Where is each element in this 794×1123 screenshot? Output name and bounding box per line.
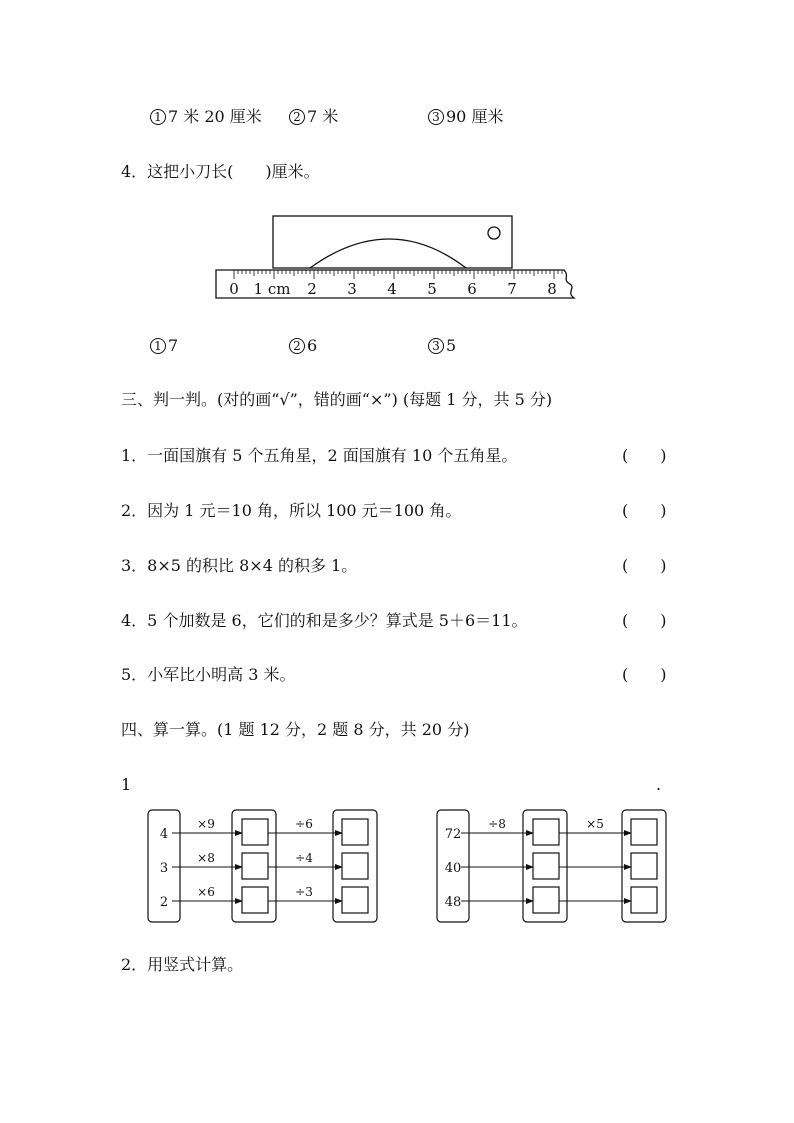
ruler-label-1: 1 cm (253, 280, 291, 298)
answer-box (242, 819, 268, 845)
right-op2: ×5 (586, 817, 604, 831)
q3-option-1 (150, 107, 262, 127)
option-text: 5 (446, 336, 457, 355)
right-input-1: 72 (444, 827, 462, 842)
q4-text: 4．这把小刀长( )厘米。 (121, 162, 320, 181)
q3-option-2 (289, 107, 338, 127)
ruler-label-3: 3 (347, 280, 357, 298)
answer-paren-1[interactable]: ( ) (622, 446, 667, 465)
judge-item-3: 3．8×5 的积比 8×4 的积多 1。 (121, 556, 358, 575)
left-op1-2: ×8 (197, 851, 215, 865)
judge-item-1: 1．一面国旗有 5 个五角星，2 面国旗有 10 个五角星。 (121, 446, 518, 465)
calc-diagrams (140, 800, 680, 930)
option-number: 1 (150, 109, 166, 125)
answer-box (242, 853, 268, 879)
ruler-label-2: 2 (307, 280, 317, 298)
left-op1-1: ×9 (197, 817, 215, 831)
ruler-label-7: 7 (507, 280, 517, 298)
option-number: 3 (428, 109, 444, 125)
ruler-labels (229, 280, 557, 298)
option-text: 6 (307, 336, 318, 355)
section3-heading: 三、判一判。(对的画“√”，错的画“×”) (每题 1 分，共 5 分) (121, 390, 553, 409)
left-input-3: 2 (159, 895, 169, 910)
answer-box (631, 819, 657, 845)
option-text: 7 米 (307, 107, 339, 126)
answer-box (533, 819, 559, 845)
left-input-1: 4 (159, 827, 169, 842)
option-number: 2 (289, 338, 305, 354)
judge-item-2: 2．因为 1 元＝10 角，所以 100 元＝100 角。 (121, 501, 462, 520)
q3-option-3 (428, 107, 503, 127)
answer-paren-4[interactable]: ( ) (622, 611, 667, 630)
answer-box (533, 887, 559, 913)
option-number: 1 (150, 338, 166, 354)
q4-option-3 (428, 336, 456, 356)
answer-paren-3[interactable]: ( ) (622, 556, 667, 575)
section4-heading: 四、算一算。(1 题 12 分，2 题 8 分，共 20 分) (121, 720, 470, 739)
right-input-3: 48 (444, 895, 462, 910)
option-text: 7 (168, 336, 179, 355)
left-op2-2: ÷4 (295, 851, 313, 865)
knife-hole (488, 227, 500, 239)
judge-item-5: 5．小军比小明高 3 米。 (121, 665, 296, 684)
knife-body (273, 216, 512, 268)
ruler-label-0: 0 (229, 280, 239, 298)
left-op2-1: ÷6 (295, 817, 313, 831)
right-diagram (437, 810, 666, 922)
right-op1: ÷8 (488, 817, 506, 831)
answer-box (631, 887, 657, 913)
right-input-2: 40 (444, 861, 462, 876)
option-text: 7 米 20 厘米 (168, 107, 262, 126)
ruler-label-6: 6 (467, 280, 477, 298)
answer-paren-5[interactable]: ( ) (622, 665, 667, 684)
judge-item-4: 4．5 个加数是 6，它们的和是多少？算式是 5＋6＝11。 (121, 611, 528, 630)
ruler-label-5: 5 (427, 280, 437, 298)
left-diagram (148, 810, 377, 922)
answer-box (242, 887, 268, 913)
left-op1-3: ×6 (197, 885, 215, 899)
ruler-knife-figure (210, 210, 590, 305)
q4-option-2 (289, 336, 317, 356)
q1-trailing-dot: . (656, 775, 662, 794)
option-number: 2 (289, 109, 305, 125)
option-number: 3 (428, 338, 444, 354)
answer-paren-2[interactable]: ( ) (622, 501, 667, 520)
q4-option-1 (150, 336, 178, 356)
answer-box (342, 887, 368, 913)
answer-box (631, 853, 657, 879)
answer-box (533, 853, 559, 879)
option-text: 90 厘米 (446, 107, 504, 126)
left-op2-3: ÷3 (295, 885, 313, 899)
ruler-label-4: 4 (387, 280, 397, 298)
ruler-label-8: 8 (547, 280, 557, 298)
answer-box (342, 819, 368, 845)
left-input-2: 3 (159, 861, 169, 876)
q2-text: 2．用竖式计算。 (121, 955, 244, 974)
q1-label: 1 (121, 775, 132, 794)
answer-box (342, 853, 368, 879)
